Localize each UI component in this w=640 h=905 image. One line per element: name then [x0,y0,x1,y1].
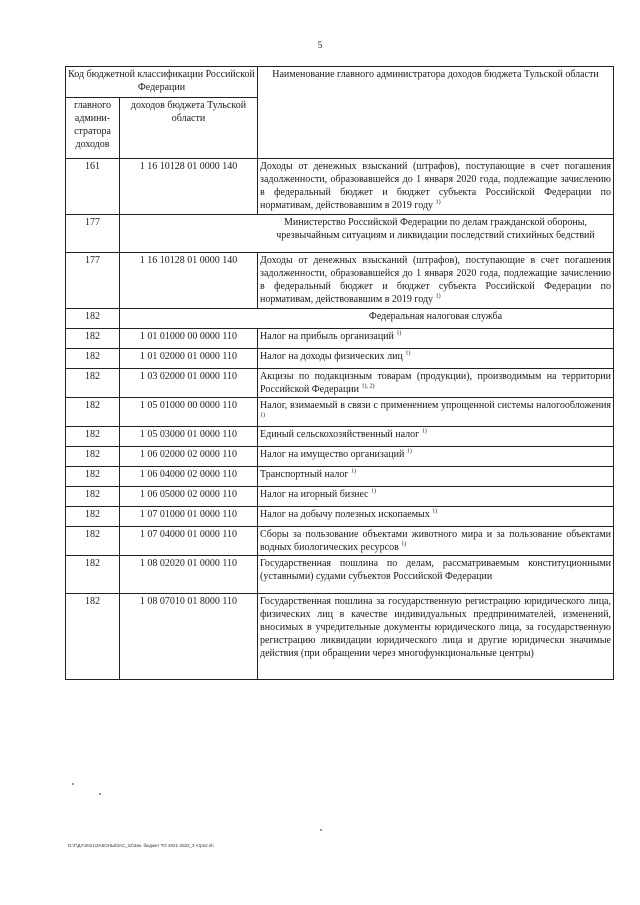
table-header-row [66,67,614,98]
table-row [66,349,614,369]
table-row [66,556,614,594]
income-name-text: Доходы от денежных взысканий (штрафов), поступающие в счет погашения задолженности, образовавшейся до 1 января 2020 года, подлежащие зачислению в федеральный бюджет и бюджет субъекта Российской Федерации по нормативам, действовавшим в 2019 году [260,255,611,305]
table-row [66,329,614,349]
footnote-marker: 1) [405,350,411,357]
admin-code-cell: 177 [66,215,120,253]
footnote-marker: 1) [406,448,412,455]
income-name-cell [258,447,614,467]
income-code-cell: 1 05 03000 01 0000 110 [120,427,258,447]
income-name-cell [258,467,614,487]
income-name-cell [258,329,614,349]
table-row [66,527,614,556]
admin-code-cell: 182 [66,507,120,527]
admin-code-cell: 182 [66,329,120,349]
table-group-row [66,309,614,329]
footnote-marker: 1) [260,412,265,419]
income-name-cell [258,369,614,398]
footnote-marker: 1) [401,541,407,548]
income-code-cell: 1 06 04000 02 0000 110 [120,467,258,487]
income-name-text: Акцизы по подакцизным товарам (продукции), производимым на территории Российской Федерации [260,371,611,395]
scan-speck [99,793,101,795]
footnote-marker: 1) [421,428,427,435]
admin-code-cell: 182 [66,398,120,427]
administrator-name-cell: Министерство Российской Федерации по делам гражданской обороны, чрезвычайным ситуациям и ликвидации последствий стихийных бедствий [120,215,614,253]
income-name-text: Транспортный налог [260,469,349,480]
income-code-cell: 1 07 01000 01 0000 110 [120,507,258,527]
income-code-cell: 1 01 02000 01 0000 110 [120,349,258,369]
table-row [66,427,614,447]
income-code-cell: 1 07 04000 01 0000 110 [120,527,258,556]
income-code-cell: 1 16 10128 01 0000 140 [120,253,258,309]
income-name-cell [258,253,614,309]
admin-code-cell: 182 [66,467,120,487]
table-group-row [66,215,614,253]
admin-code-cell: 182 [66,556,120,594]
income-code-cell: 1 01 01000 00 0000 110 [120,329,258,349]
header-income-column: доходов бюджета Тульской области [120,98,258,159]
income-name-cell [258,427,614,447]
table-row [66,507,614,527]
admin-code-cell: 182 [66,594,120,680]
admin-code-cell: 161 [66,159,120,215]
budget-codes-table [65,66,614,680]
income-name-text: Налог, взимаемый в связи с применением упрощенной системы налогообложения [260,400,611,411]
income-name-text: Налог на имущество организаций [260,449,405,460]
income-name-cell [258,507,614,527]
header-code-group: Код бюджетной классификации Российской Федерации [66,67,258,98]
table-row [66,369,614,398]
income-code-cell: 1 08 02020 01 0000 110 [120,556,258,594]
page-number: 5 [317,40,323,50]
admin-code-cell: 182 [66,527,120,556]
income-name-text: Налог на игорный бизнес [260,489,369,500]
table-row [66,467,614,487]
admin-code-cell: 182 [66,427,120,447]
income-name-text: Государственная пошлина по делам, рассматриваемым конституционными (уставными) судами субъектов Российской Федерации [260,558,611,582]
footnote-marker: 1) [396,330,402,337]
table-row [66,594,614,680]
income-name-text: Государственная пошлина за государственную регистрацию юридического лица, физических лиц в качестве индивидуальных предпринимателей, изменений, вносимых в учредительные документы юридического лица, за государственную регистрацию ликвидации юридического лица и другие юридически значимые действия (при обращении через многофункциональные центры) [260,596,611,659]
income-name-cell [258,349,614,369]
footnote-marker: 1) [432,508,438,515]
income-code-cell: 1 08 07010 01 8000 110 [120,594,258,680]
footnote-marker: 1) [371,488,377,495]
income-name-cell [258,398,614,427]
income-name-text: Единый сельскохозяйственный налог [260,429,420,440]
income-name-text: Налог на доходы физических лиц [260,351,403,362]
income-code-cell: 1 05 01000 00 0000 110 [120,398,258,427]
income-name-text: Сборы за пользование объектами животного мира и за пользование объектами водных биологических ресурсов [260,529,611,553]
income-name-cell [258,527,614,556]
income-code-cell: 1 16 10128 01 0000 140 [120,159,258,215]
income-name-cell [258,594,614,680]
income-name-text: Налог на добычу полезных ископаемых [260,509,430,520]
income-name-text: Доходы от денежных взысканий (штрафов), поступающие в счет погашения задолженности, образовавшейся до 1 января 2020 года, подлежащие зачислению в федеральный бюджет и бюджет субъекта Российской Федерации по нормативам, действовавшим в 2019 году [260,161,611,211]
income-name-text: Налог на прибыль организаций [260,331,394,342]
admin-code-cell: 182 [66,369,120,398]
footnote-marker: 1) [435,293,441,300]
admin-code-cell: 182 [66,447,120,467]
footnote-marker: 1) [435,199,441,206]
header-name-column: Наименование главного администратора доходов бюджета Тульской области [258,67,614,159]
admin-code-cell: 182 [66,349,120,369]
footnote-marker: 1) [350,468,356,475]
scan-speck [320,829,322,831]
admin-code-cell: 182 [66,487,120,507]
income-name-cell [258,487,614,507]
footnote-marker: 1), 2) [361,383,375,390]
income-code-cell: 1 06 05000 02 0000 110 [120,487,258,507]
admin-code-cell: 177 [66,253,120,309]
header-admin-column: главного админи-стратора доходов [66,98,120,159]
scan-speck [72,783,74,785]
administrator-name-cell: Федеральная налоговая служба [120,309,614,329]
income-name-cell [258,556,614,594]
table-body [66,67,614,680]
table-row [66,253,614,309]
income-code-cell: 1 03 02000 01 0000 110 [120,369,258,398]
income-name-cell [258,159,614,215]
admin-code-cell: 182 [66,309,120,329]
table-row [66,159,614,215]
table-row [66,398,614,427]
table-row [66,487,614,507]
income-code-cell: 1 06 02000 02 0000 110 [120,447,258,467]
document-file-path: D:\Г\ДУ\2021\ЗАКОНЫ\ЗАС_22\Зак. бюджет ТО 2021-2023_3 чтрп2.sh [68,843,214,848]
table-row [66,447,614,467]
